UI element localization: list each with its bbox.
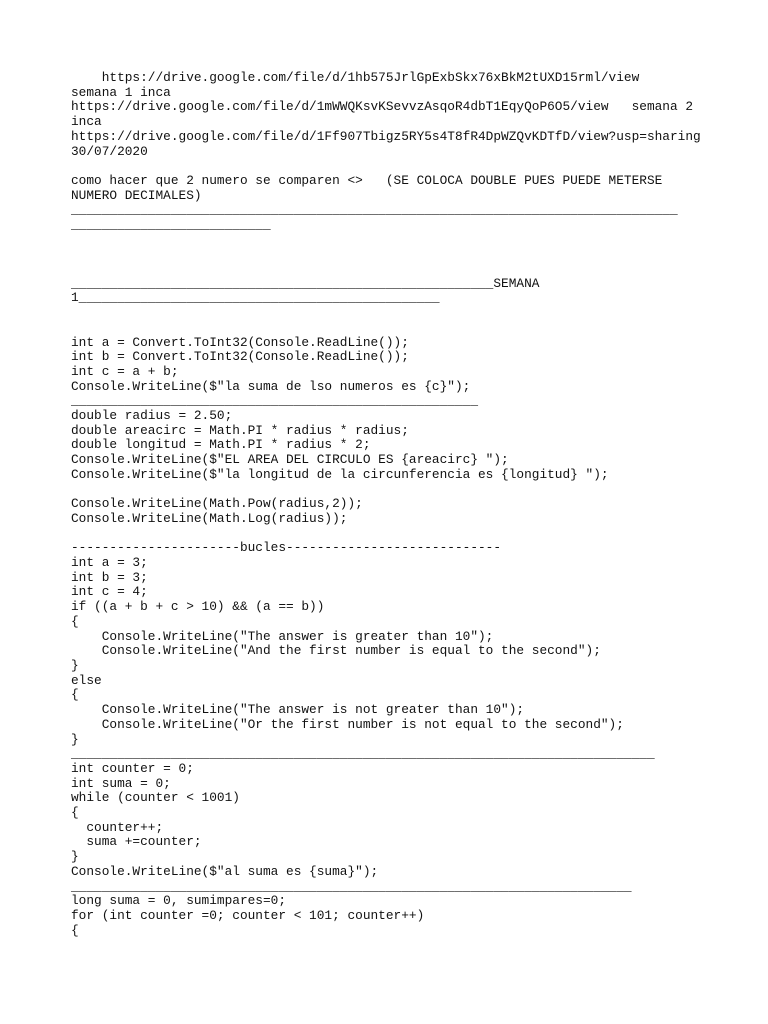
document-line: for (int counter =0; counter < 101; counter++) (71, 907, 425, 923)
document-line: Console.WriteLine($"al suma es {suma}"); (71, 863, 379, 879)
document-line: } (71, 731, 79, 747)
document-line (71, 233, 751, 248)
document-line: Console.WriteLine("Or the first number is not equal to the second"); (71, 716, 624, 732)
document-line: suma +=counter; (71, 834, 202, 850)
document-line: while (counter < 1001) (71, 790, 240, 806)
document-line: } (71, 849, 79, 865)
document-line: _______________________________________________________________________________ (71, 202, 678, 218)
document-line (71, 527, 751, 542)
document-line: int a = Convert.ToInt32(Console.ReadLine()); (71, 334, 409, 350)
document-line: 30/07/2020 (71, 143, 148, 159)
document-line: { (71, 922, 79, 938)
document-line: int a = 3; (71, 555, 148, 571)
document-line: Console.WriteLine(Math.Pow(radius,2)); (71, 496, 363, 512)
document-line: 1_______________________________________________ (71, 290, 440, 306)
document-line: } (71, 658, 79, 673)
document-line: else (71, 672, 102, 688)
document-line (71, 483, 751, 498)
document-line: { (71, 687, 79, 703)
document-line: int b = Convert.ToInt32(Console.ReadLine()); (71, 349, 409, 365)
document-line (71, 321, 751, 336)
document-line: double longitud = Math.PI * radius * 2; (71, 437, 371, 453)
document-line: inca (71, 114, 102, 130)
document-line: Console.WriteLine("The answer is not greater than 10"); (71, 702, 525, 718)
document-line: { (71, 613, 79, 629)
document-line: Console.WriteLine(Math.Log(radius)); (71, 510, 348, 526)
document-line: __________________________ (71, 217, 271, 233)
document-line: como hacer que 2 numero se comparen <> (SE COLOCA DOUBLE PUES PUEDE METERSE (71, 172, 663, 188)
document-line: double radius = 2.50; (71, 408, 233, 424)
document-line: Console.WriteLine("And the first number is equal to the second"); (71, 643, 601, 659)
document-page (71, 71, 751, 938)
document-line: Console.WriteLine("The answer is greater than 10"); (71, 628, 494, 644)
document-line: ----------------------bucles---------------------------- (71, 540, 502, 556)
document-line: Console.WriteLine($"la suma de lso numeros es {c}"); (71, 378, 471, 394)
document-line: _______________________________________________________SEMANA (71, 275, 540, 291)
document-line: int counter = 0; (71, 760, 194, 776)
document-line: ____________________________________________________________________________ (71, 746, 655, 762)
document-line: counter++; (71, 819, 164, 835)
document-line (71, 247, 751, 262)
document-line: Console.WriteLine($"EL AREA DEL CIRCULO ES {areacirc} "); (71, 452, 509, 468)
document-line (71, 159, 751, 174)
document-line: int c = 4; (71, 584, 148, 600)
document-line (71, 262, 751, 277)
document-line: int c = a + b; (71, 363, 179, 379)
document-line: int suma = 0; (71, 775, 171, 791)
document-line: _____________________________________________________ (71, 393, 479, 409)
document-line: https://drive.google.com/file/d/1hb575JrlGpExbSkx76xBkM2tUXD15rml/view (71, 70, 640, 85)
document-line: https://drive.google.com/file/d/1Ff907Tbigz5RY5s4T8fR4DpWZQvKDTfD/view?usp=sharing (71, 128, 701, 144)
document-line: { (71, 805, 79, 821)
document-line: long suma = 0, sumimpares=0; (71, 893, 287, 909)
document-line (71, 306, 751, 321)
document-line: _________________________________________________________________________ (71, 878, 632, 894)
document-line: Console.WriteLine($"la longitud de la circunferencia es {longitud} "); (71, 466, 609, 482)
document-line: double areacirc = Math.PI * radius * radius; (71, 422, 409, 438)
document-line: int b = 3; (71, 569, 148, 585)
document-line: https://drive.google.com/file/d/1mWWQKsvKSevvzAsqoR4dbT1EqyQoP6O5/view semana 2 (71, 99, 694, 115)
document-line: if ((a + b + c > 10) && (a == b)) (71, 599, 325, 615)
document-line: NUMERO DECIMALES) (71, 187, 202, 203)
document-line: semana 1 inca (71, 84, 171, 100)
